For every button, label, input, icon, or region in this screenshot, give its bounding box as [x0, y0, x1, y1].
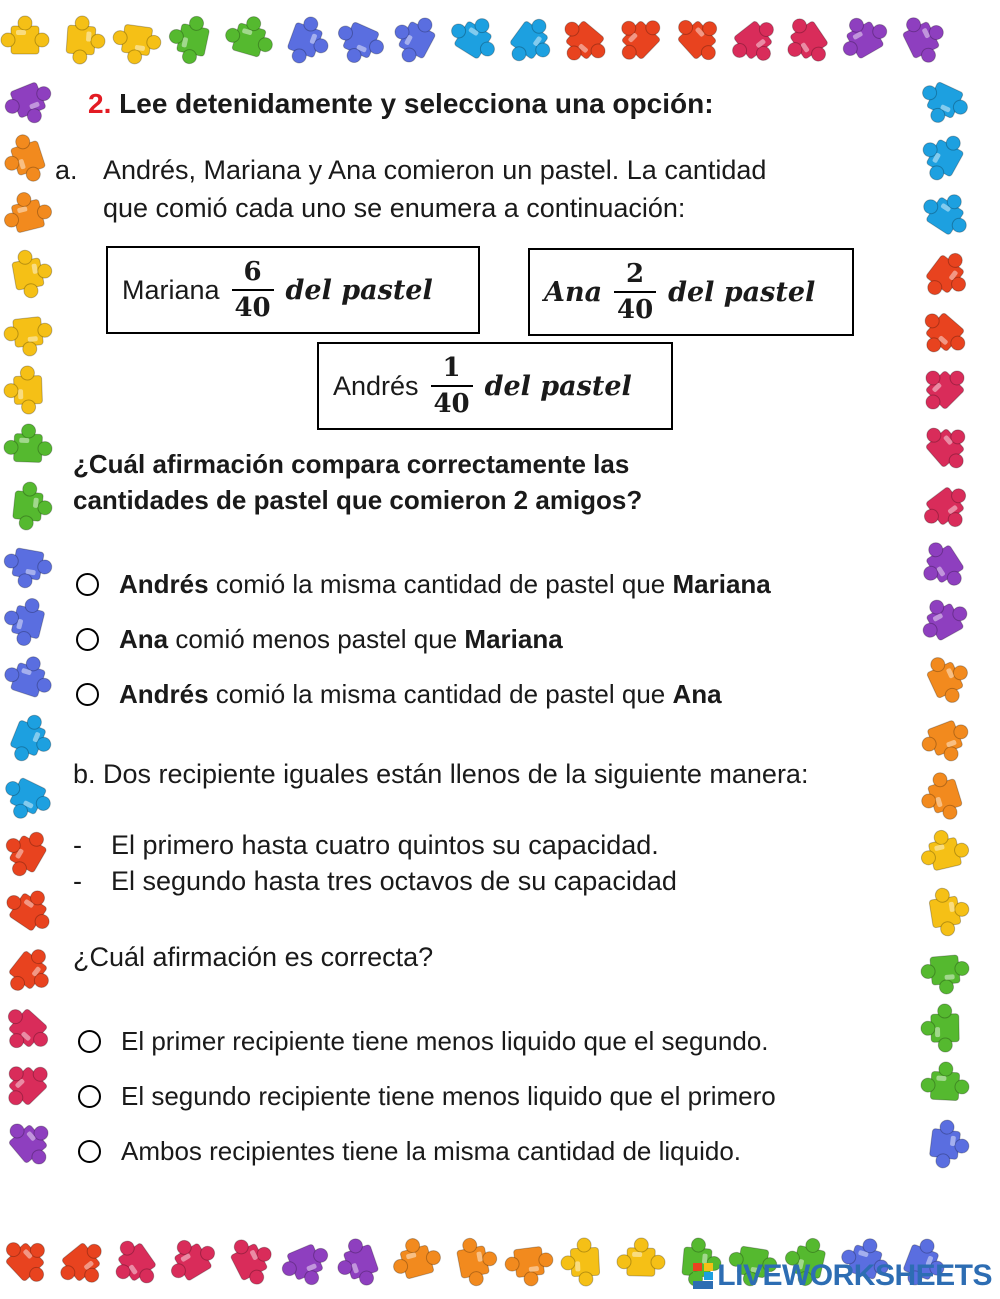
puzzle-piece-icon	[2, 942, 61, 1003]
puzzle-piece-icon	[503, 1245, 555, 1289]
box-name: Ana	[544, 276, 603, 308]
puzzle-piece-icon	[330, 1235, 382, 1293]
puzzle-piece-icon	[916, 825, 971, 873]
option-text: comió la misma cantidad de pastel que	[208, 569, 673, 599]
puzzle-piece-icon	[222, 10, 279, 60]
puzzle-piece-icon	[455, 1234, 501, 1288]
puzzle-piece-icon	[388, 1233, 444, 1282]
puzzle-piece-icon	[0, 546, 54, 592]
puzzle-piece-icon	[919, 414, 979, 475]
puzzle-piece-icon	[0, 879, 61, 937]
option-b3[interactable]	[78, 1136, 741, 1167]
question-title	[88, 88, 714, 120]
radio-button[interactable]	[78, 1085, 101, 1108]
fraction-box-mariana	[106, 246, 480, 334]
part-a-prompt-line2: cantidades de pastel que comieron 2 amigos?	[73, 485, 643, 515]
option-bold-name: Andrés	[119, 569, 209, 599]
option-text: El primer recipiente tiene menos liquido que el segundo.	[121, 1026, 769, 1056]
radio-button[interactable]	[78, 1140, 101, 1163]
puzzle-piece-icon	[12, 481, 55, 533]
puzzle-piece-icon	[329, 17, 388, 71]
puzzle-piece-icon	[165, 12, 212, 67]
puzzle-piece-icon	[0, 1228, 59, 1289]
puzzle-piece-icon	[912, 125, 969, 185]
puzzle-piece-icon	[898, 8, 953, 68]
puzzle-piece-icon	[0, 187, 55, 235]
dash: -	[73, 866, 82, 896]
logo-mark-icon	[693, 1263, 713, 1289]
numerator: 2	[626, 259, 645, 289]
puzzle-piece-icon	[160, 1229, 221, 1286]
puzzle-piece-icon	[913, 77, 973, 132]
puzzle-piece-icon	[915, 769, 965, 826]
puzzle-piece-icon	[921, 1004, 960, 1053]
part-a-letter: a.	[55, 155, 78, 185]
puzzle-piece-icon	[917, 183, 978, 241]
part-b-item-1	[73, 830, 659, 861]
option-bold-name: Ana	[119, 624, 169, 654]
puzzle-piece-icon	[385, 8, 441, 68]
option-a2[interactable]	[76, 624, 563, 655]
part-b-intro: b. Dos recipiente iguales están llenos de la siguiente manera:	[73, 759, 809, 789]
fraction-box-ana	[528, 248, 854, 336]
puzzle-piece-icon	[920, 954, 971, 996]
puzzle-piece-icon	[776, 12, 834, 73]
option-text: Ambos recipientes tiene la misma cantidad de liquido.	[121, 1136, 742, 1166]
question-title-text: Lee detenidamente y selecciona una opción:	[119, 88, 714, 119]
item-text: El segundo hasta tres octavos de su capacidad	[111, 866, 677, 896]
watermark-text: LIVEWORKSHEETS	[717, 1259, 992, 1292]
puzzle-piece-icon	[3, 366, 43, 415]
puzzle-piece-icon	[920, 1061, 970, 1101]
option-b1[interactable]	[78, 1026, 769, 1057]
denominator: 40	[433, 389, 470, 419]
box-suffix: del pastel	[484, 370, 632, 402]
puzzle-piece-icon	[0, 593, 47, 649]
puzzle-piece-icon	[928, 1118, 972, 1170]
puzzle-piece-icon	[3, 316, 55, 359]
fraction	[614, 259, 656, 325]
option-text: comió menos pastel que	[168, 624, 465, 654]
option-bold-name: Ana	[672, 679, 722, 709]
puzzle-piece-icon	[445, 7, 506, 65]
box-name: Andrés	[333, 370, 419, 401]
option-text: comió la misma cantidad de pastel que	[208, 679, 673, 709]
puzzle-piece-icon	[226, 1230, 282, 1290]
puzzle-piece-icon	[104, 1234, 163, 1295]
puzzle-piece-icon	[0, 131, 49, 188]
part-a-intro-line2: que comió cada uno se enumera a continuación:	[103, 193, 686, 223]
puzzle-piece-icon	[832, 7, 893, 64]
option-bold-name: Andrés	[119, 679, 209, 709]
puzzle-piece-icon	[54, 1236, 115, 1296]
puzzle-piece-icon	[911, 356, 972, 417]
denominator: 40	[234, 293, 271, 323]
puzzle-piece-icon	[927, 885, 972, 938]
puzzle-piece-icon	[725, 14, 786, 73]
item-text: El primero hasta cuatro quintos su capacidad.	[111, 830, 659, 860]
puzzle-piece-icon	[617, 1238, 666, 1277]
puzzle-piece-icon	[284, 13, 336, 71]
part-b-prompt: ¿Cuál afirmación es correcta?	[73, 942, 434, 972]
puzzle-piece-icon	[1, 78, 60, 131]
option-a3[interactable]	[76, 679, 722, 710]
puzzle-piece-icon	[1, 16, 49, 54]
option-text: El segundo recipiente tiene menos liquido que el primero	[121, 1081, 776, 1111]
option-a1[interactable]	[76, 569, 771, 600]
denominator: 40	[616, 295, 654, 325]
puzzle-piece-icon	[0, 1052, 55, 1113]
puzzle-piece-icon	[0, 1002, 55, 1062]
box-suffix: del pastel	[285, 274, 433, 306]
puzzle-piece-icon	[6, 711, 59, 770]
puzzle-piece-icon	[918, 716, 976, 769]
puzzle-piece-icon	[919, 246, 978, 307]
puzzle-piece-icon	[912, 589, 972, 646]
radio-button[interactable]	[76, 573, 99, 596]
fraction-box-andres	[317, 342, 673, 430]
part-a-intro-line1: Andrés, Mariana y Ana comieron un pastel. La cantidad	[103, 155, 767, 185]
dash: -	[73, 830, 82, 860]
liveworksheets-logo	[693, 1259, 992, 1293]
puzzle-piece-icon	[911, 306, 972, 366]
puzzle-piece-icon	[912, 536, 970, 597]
fraction-bar	[232, 289, 274, 291]
puzzle-piece-icon	[504, 12, 563, 73]
fraction	[232, 257, 274, 323]
radio-button[interactable]	[78, 1030, 101, 1053]
question-number: 2.	[88, 88, 112, 119]
radio-button[interactable]	[76, 628, 99, 651]
puzzle-piece-icon	[917, 480, 978, 539]
puzzle-piece-icon	[922, 648, 977, 708]
fraction-bar	[431, 385, 473, 387]
part-a-prompt-line1: ¿Cuál afirmación compara correctamente las	[73, 449, 630, 479]
box-suffix: del pastel	[668, 276, 816, 308]
numerator: 6	[243, 257, 262, 287]
numerator: 1	[442, 353, 461, 383]
puzzle-piece-icon	[2, 1110, 62, 1171]
puzzle-piece-icon	[4, 423, 53, 463]
fraction	[431, 353, 473, 419]
puzzle-piece-icon	[671, 6, 731, 67]
option-bold-name: Mariana	[464, 624, 563, 654]
puzzle-piece-icon	[65, 15, 106, 66]
puzzle-piece-icon	[0, 821, 52, 882]
puzzle-piece-icon	[551, 14, 612, 74]
puzzle-piece-icon	[607, 6, 668, 67]
puzzle-piece-icon	[0, 773, 56, 828]
option-b2[interactable]	[78, 1081, 776, 1112]
puzzle-piece-icon	[1, 650, 58, 701]
puzzle-piece-icon	[277, 1240, 336, 1294]
puzzle-piece-icon	[560, 1237, 600, 1287]
option-bold-name: Mariana	[672, 569, 771, 599]
box-name: Mariana	[122, 274, 220, 305]
fraction-bar	[614, 291, 656, 293]
part-b-item-2	[73, 866, 677, 897]
puzzle-piece-icon	[10, 246, 56, 300]
puzzle-piece-icon	[110, 23, 163, 67]
radio-button[interactable]	[76, 683, 99, 706]
